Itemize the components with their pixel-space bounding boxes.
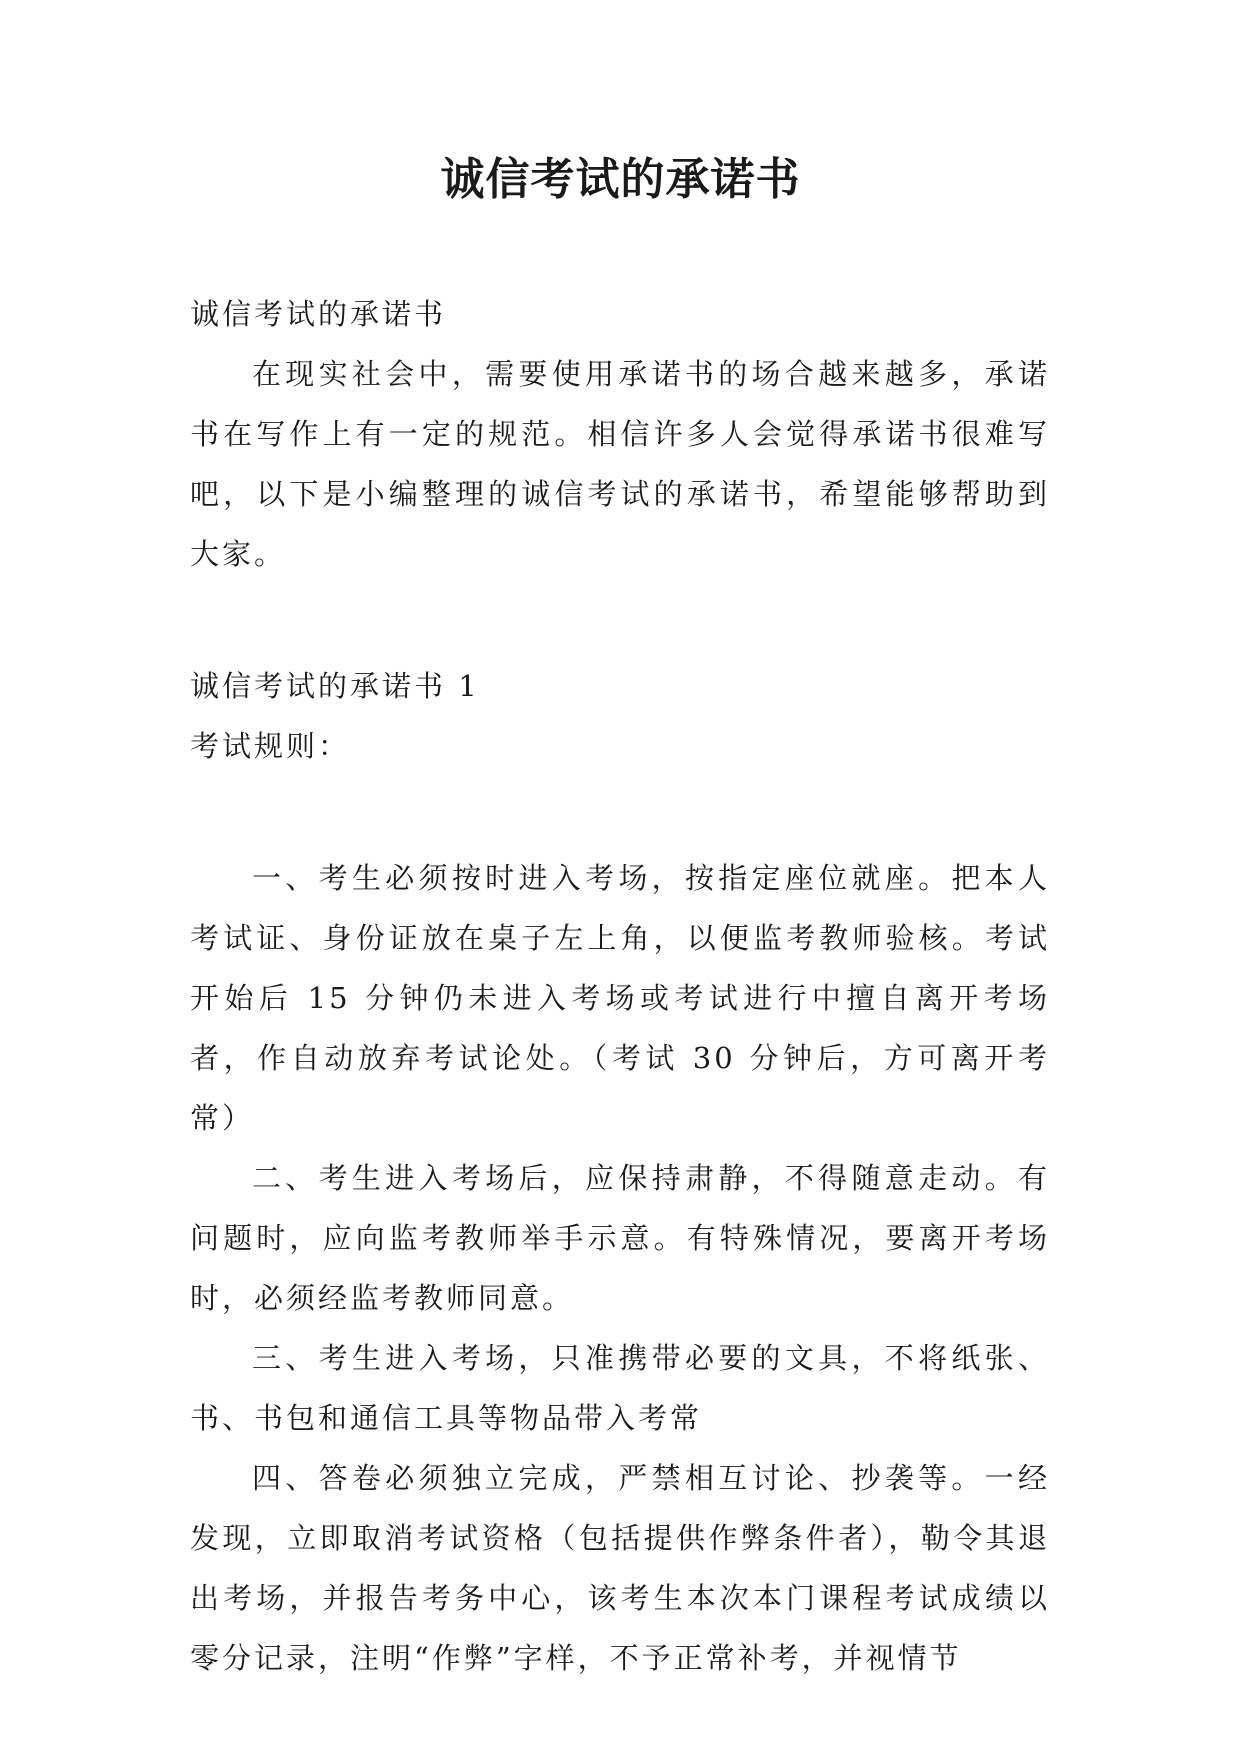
rule-paragraph-4: 四、答卷必须独立完成，严禁相互讨论、抄袭等。一经发现，立即取消考试资格（包括提供作弊条件者），勒令其退出考场，并报告考务中心，该考生本次本门课程考试成绩以零分记录，注明“作弊”字样，不予正常补考，并视情节: [190, 1461, 1050, 1675]
rule-paragraph-2: 二、考生进入考场后，应保持肃静，不得随意走动。有问题时，应向监考教师举手示意。有特殊情况，要离开考场时，必须经监考教师同意。: [190, 1161, 1050, 1315]
rule-paragraph-3: 三、考生进入考场，只准携带必要的文具，不将纸张、书、书包和通信工具等物品带入考常: [190, 1341, 1050, 1435]
rule-paragraph-1: 一、考生必须按时进入考场，按指定座位就座。把本人考试证、身份证放在桌子左上角，以便监考教师验核。考试开始后 15 分钟仍未进入考场或考试进行中擅自离开考场者，作自动放弃考试论处。（考试 30 分钟后，方可离开考常）: [190, 861, 1050, 1135]
rules-label: 考试规则：: [190, 729, 351, 763]
document-body: [190, 284, 1050, 1688]
intro-paragraph: 在现实社会中，需要使用承诺书的场合越来越多，承诺书在写作上有一定的规范。相信许多人会觉得承诺书很难写吧，以下是小编整理的诚信考试的承诺书，希望能够帮助到大家。: [190, 357, 1050, 571]
subsection-heading: 诚信考试的承诺书 1: [190, 669, 480, 703]
spacer: [190, 776, 1050, 848]
document-title: 诚信考试的承诺书: [440, 154, 801, 205]
section-heading: 诚信考试的承诺书: [190, 297, 447, 331]
spacer: [190, 584, 1050, 656]
